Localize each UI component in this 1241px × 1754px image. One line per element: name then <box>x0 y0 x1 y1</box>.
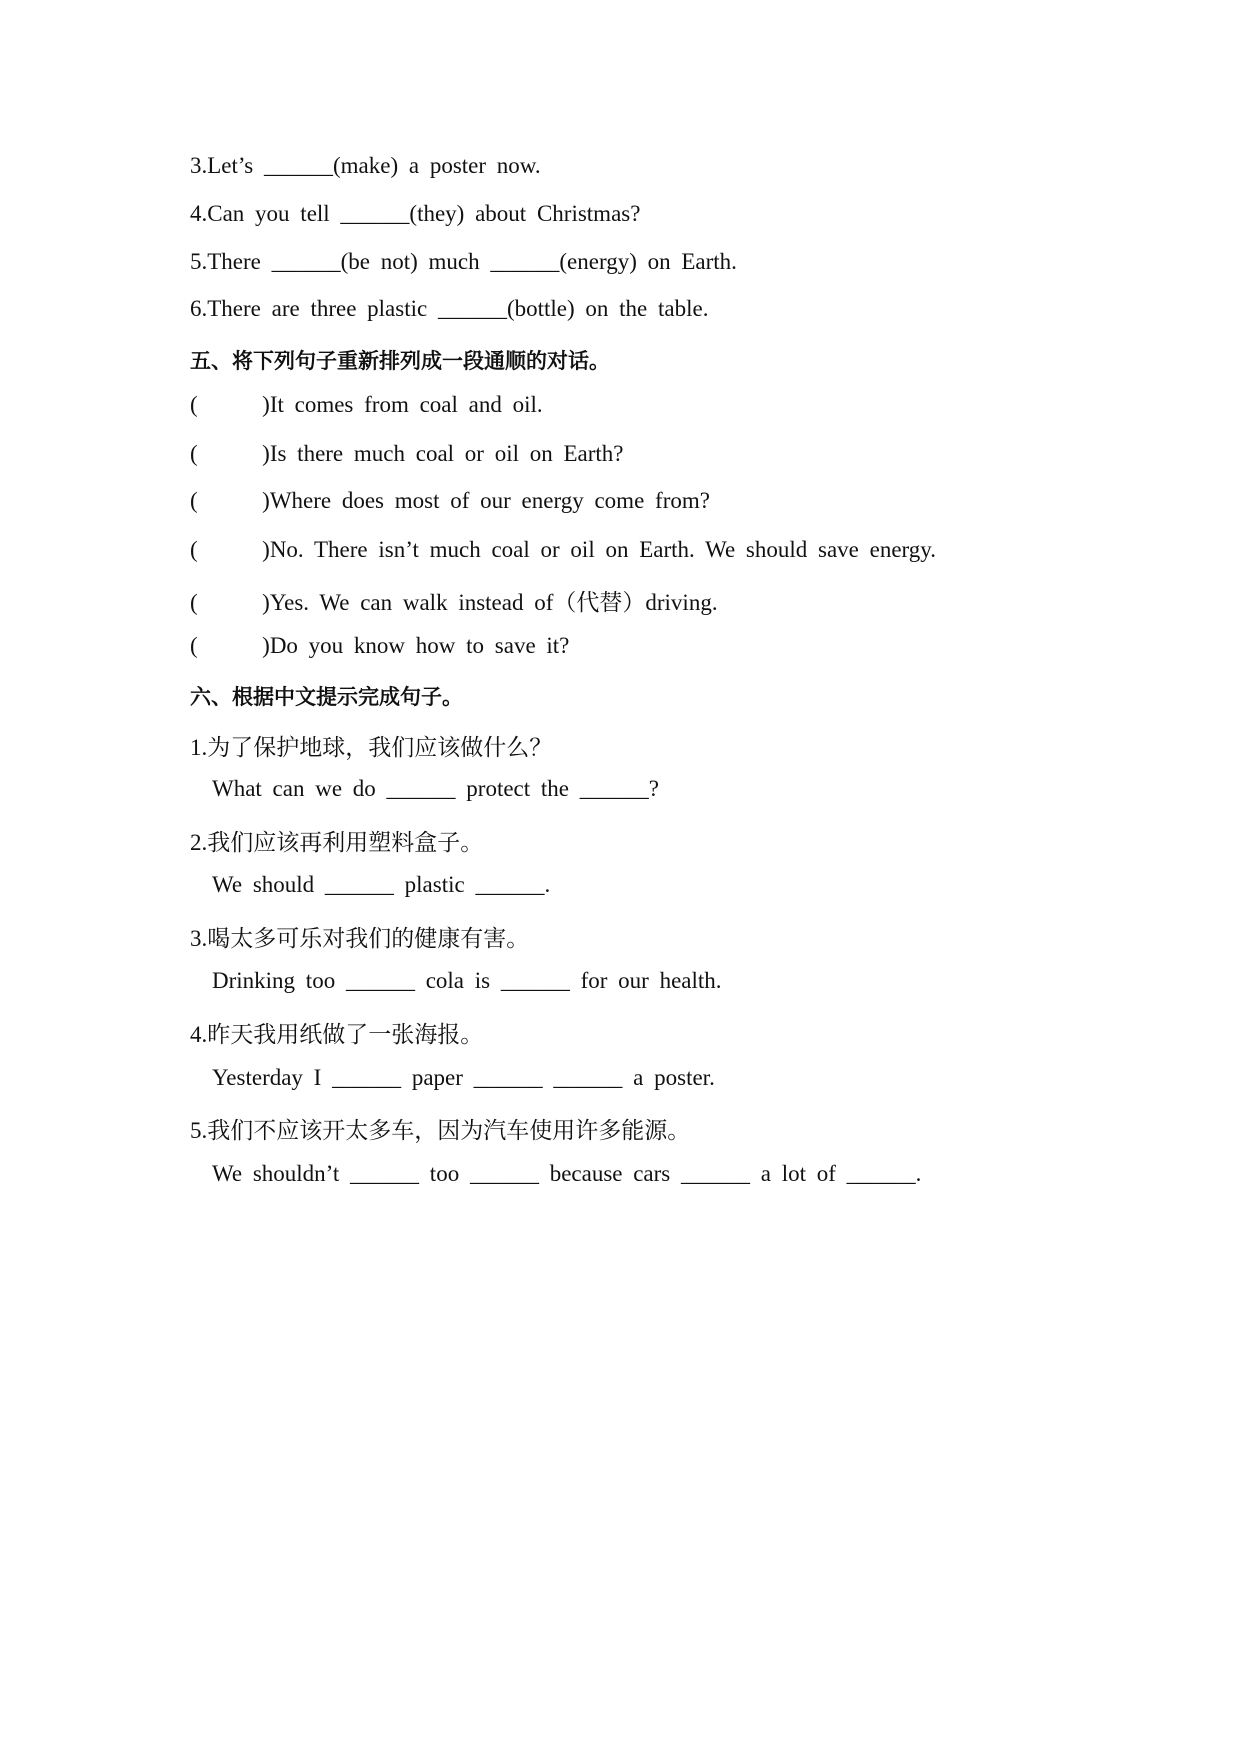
exercise-line: ( )No. There isn’t much coal or oil on Earth. We should save energy. <box>190 537 937 562</box>
exercise-line: 1.为了保护地球，我们应该做什么？ <box>190 735 553 760</box>
exercise-line: ( )Is there much coal or oil on Earth? <box>190 441 624 466</box>
exercise-line: ( )It comes from coal and oil. <box>190 392 543 417</box>
exercise-line: 5.我们不应该开太多车，因为汽车使用许多能源。 <box>190 1118 691 1143</box>
exercise-line: Drinking too ______ cola is ______ for our health. <box>212 968 722 993</box>
exercise-line: ( )Where does most of our energy come from? <box>190 488 710 513</box>
exercise-line: 5.There ______(be not) much ______(energy) on Earth. <box>190 249 737 274</box>
section-heading: 六、根据中文提示完成句子。 <box>190 685 463 709</box>
exercise-line: 3.喝太多可乐对我们的健康有害。 <box>190 926 530 951</box>
exercise-line: Yesterday I ______ paper ______ ______ a poster. <box>212 1065 715 1090</box>
exercise-line: 3.Let’s ______(make) a poster now. <box>190 153 541 178</box>
section-heading: 五、将下列句子重新排列成一段通顺的对话。 <box>190 349 610 373</box>
exercise-line: What can we do ______ protect the ______? <box>212 776 659 801</box>
exercise-line: 2.我们应该再利用塑料盒子。 <box>190 830 484 855</box>
exercise-line: 6.There are three plastic ______(bottle) on the table. <box>190 296 709 321</box>
exercise-line: ( )Yes. We can walk instead of（代替）driving. <box>190 590 718 615</box>
exercise-line: 4.Can you tell ______(they) about Christmas? <box>190 201 641 226</box>
exercise-line: We shouldn’t ______ too ______ because cars ______ a lot of ______. <box>212 1161 922 1186</box>
exercise-line: 4.昨天我用纸做了一张海报。 <box>190 1022 484 1047</box>
exercise-line: ( )Do you know how to save it? <box>190 633 570 658</box>
exercise-line: We should ______ plastic ______. <box>212 872 551 897</box>
